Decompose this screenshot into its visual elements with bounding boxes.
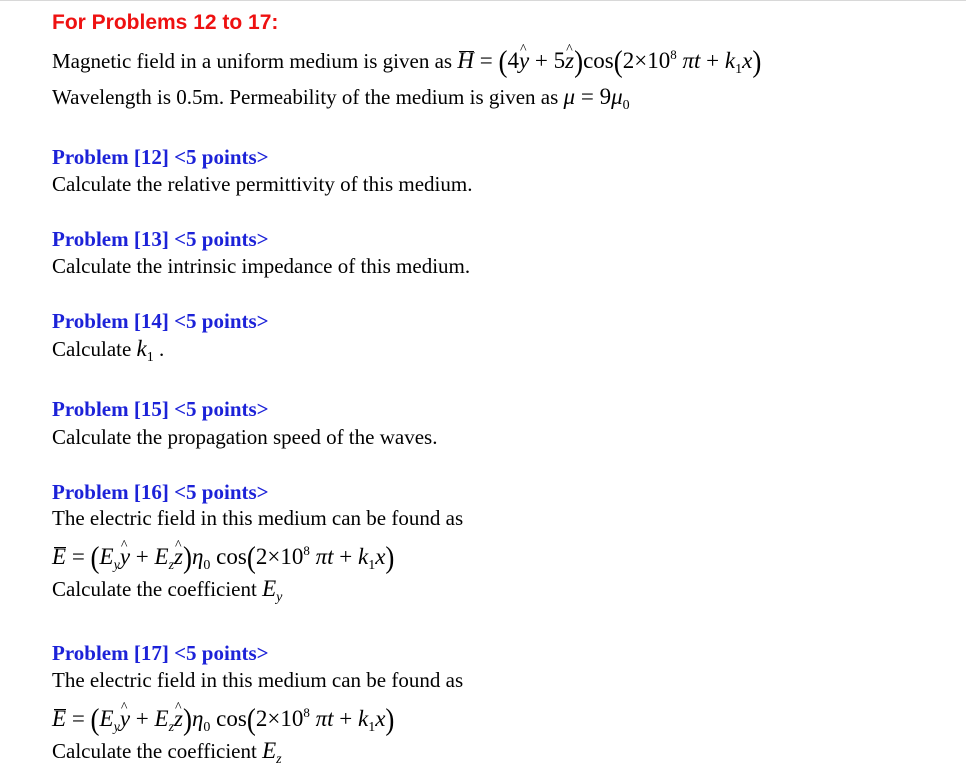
permeability-equation: $\mu = 9\mu_0$ <box>563 84 630 113</box>
problem-12-title: Problem [12] <5 points> <box>52 145 269 169</box>
problem-16-title: Problem [16] <5 points> <box>52 480 269 504</box>
problem-14-line: Calculate $k_1$ . <box>52 336 165 365</box>
problem-15-text: Calculate the propagation speed of the waves. <box>52 425 438 449</box>
problem-14-text: Calculate <box>52 337 137 361</box>
intro-line-1 <box>52 42 761 83</box>
top-divider <box>0 0 966 1</box>
section-heading: For Problems 12 to 17: <box>52 11 279 34</box>
problem-16-text: The electric field in this medium can be found as <box>52 506 464 530</box>
problem-16-ask-line <box>52 576 282 611</box>
problem-12-text: Calculate the relative permittivity of this medium. <box>52 172 473 196</box>
ey-symbol: $E_y$ <box>262 576 283 605</box>
problem-16-equation: $E = (E_y\^{}$ $y + E_z\^{}$ $z)\eta_0$ $\cos(2\times 10^8$ $\pi t + k_1x$) <box>52 538 394 579</box>
problem-17-ask-line <box>52 738 282 773</box>
intro-line-1-text: Magnetic field in a uniform medium is given as <box>52 49 458 73</box>
ez-symbol: $E_z$ <box>262 738 282 767</box>
intro-line-2 <box>52 84 630 119</box>
problem-15-title: Problem [15] <5 points> <box>52 397 269 421</box>
intro-line-2-text: Wavelength is 0.5m. Permeability of the medium is given as <box>52 85 564 109</box>
problem-17-title: Problem [17] <5 points> <box>52 641 269 665</box>
problem-14-title: Problem [14] <5 points> <box>52 309 269 333</box>
problem-13-text: Calculate the intrinsic impedance of this medium. <box>52 254 471 278</box>
k1-symbol: $k_1$ <box>136 336 154 365</box>
problem-16-ask: Calculate the coefficient <box>52 577 263 601</box>
problem-13-title: Problem [13] <5 points> <box>52 227 269 251</box>
magnetic-field-equation: H = (4^ y + 5^ $z)\cos(2\times 10^8$ $\pi t + k_1x$) <box>457 48 761 73</box>
problem-17-equation: $E = (E_y\^{}$ $y + E_z\^{}$ $z)\eta_0$ $\cos(2\times 10^8$ $\pi t + k_1x$) <box>52 700 394 741</box>
problem-17-text: The electric field in this medium can be found as <box>52 668 464 692</box>
problem-17-ask: Calculate the coefficient <box>52 739 263 763</box>
